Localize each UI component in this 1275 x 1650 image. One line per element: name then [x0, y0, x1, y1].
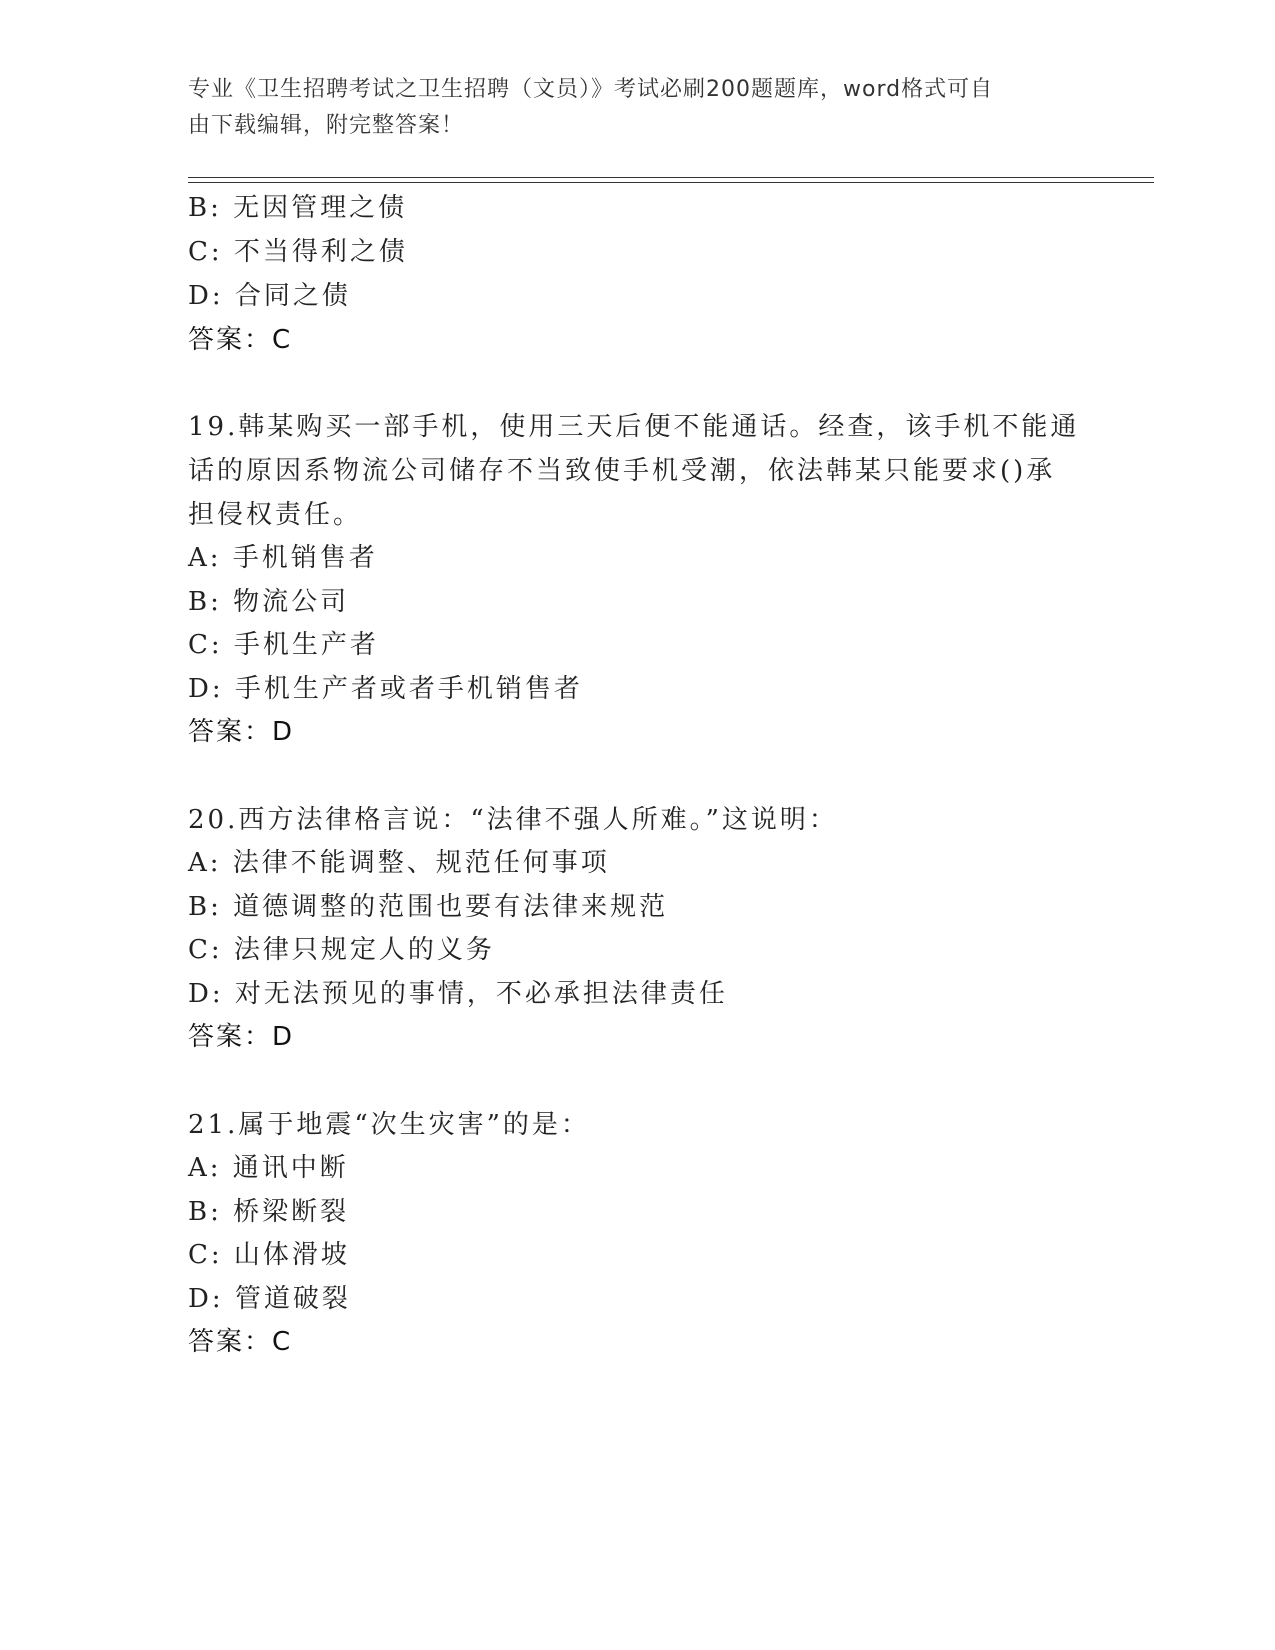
header-line-1: 专业《卫生招聘考试之卫生招聘（文员）》考试必刷200题题库，word格式可自 — [188, 77, 994, 102]
q20-option-d: D: 对无法预见的事情，不必承担法律责任 — [188, 979, 728, 1009]
q18-option-d: D: 合同之债 — [188, 281, 351, 311]
q20-option-a: A: 法律不能调整、规范任何事项 — [188, 848, 610, 878]
q20-answer: 答案：D — [188, 1022, 295, 1052]
q21-answer: 答案：C — [188, 1327, 293, 1357]
header-divider-bottom — [188, 182, 1154, 183]
q19-option-c: C: 手机生产者 — [188, 630, 379, 660]
q21-option-c: C: 山体滑坡 — [188, 1240, 350, 1270]
q20-option-b: B: 道德调整的范围也要有法律来规范 — [188, 892, 669, 922]
q19-option-d: D: 手机生产者或者手机销售者 — [188, 674, 583, 704]
q21-option-b: B: 桥梁断裂 — [188, 1197, 350, 1227]
q20-stem-line-1: 20.西方法律格言说：“法律不强人所难。”这说明： — [188, 805, 838, 835]
q18-option-c: C: 不当得利之债 — [188, 237, 408, 267]
q18-answer: 答案：C — [188, 325, 293, 355]
document-header — [188, 72, 1088, 144]
q21-option-d: D: 管道破裂 — [188, 1284, 351, 1314]
header-line-2: 由下载编辑，附完整答案！ — [188, 113, 465, 138]
q19-stem-line-2: 话的原因系物流公司储存不当致使手机受潮，依法韩某只能要求()承 — [188, 456, 1056, 486]
q21-option-a: A: 通讯中断 — [188, 1153, 349, 1183]
header-divider-top — [188, 177, 1154, 178]
q19-answer: 答案：D — [188, 717, 295, 747]
q19-option-b: B: 物流公司 — [188, 587, 350, 617]
q20-option-c: C: 法律只规定人的义务 — [188, 935, 495, 965]
q18-option-b: B: 无因管理之债 — [188, 193, 408, 223]
q21-stem-line-1: 21.属于地震“次生灾害”的是： — [188, 1110, 590, 1140]
q19-stem-line-1: 19.韩某购买一部手机，使用三天后便不能通话。经查，该手机不能通 — [188, 412, 1080, 442]
q19-stem-line-3: 担侵权责任。 — [188, 500, 363, 530]
q19-option-a: A: 手机销售者 — [188, 543, 378, 573]
